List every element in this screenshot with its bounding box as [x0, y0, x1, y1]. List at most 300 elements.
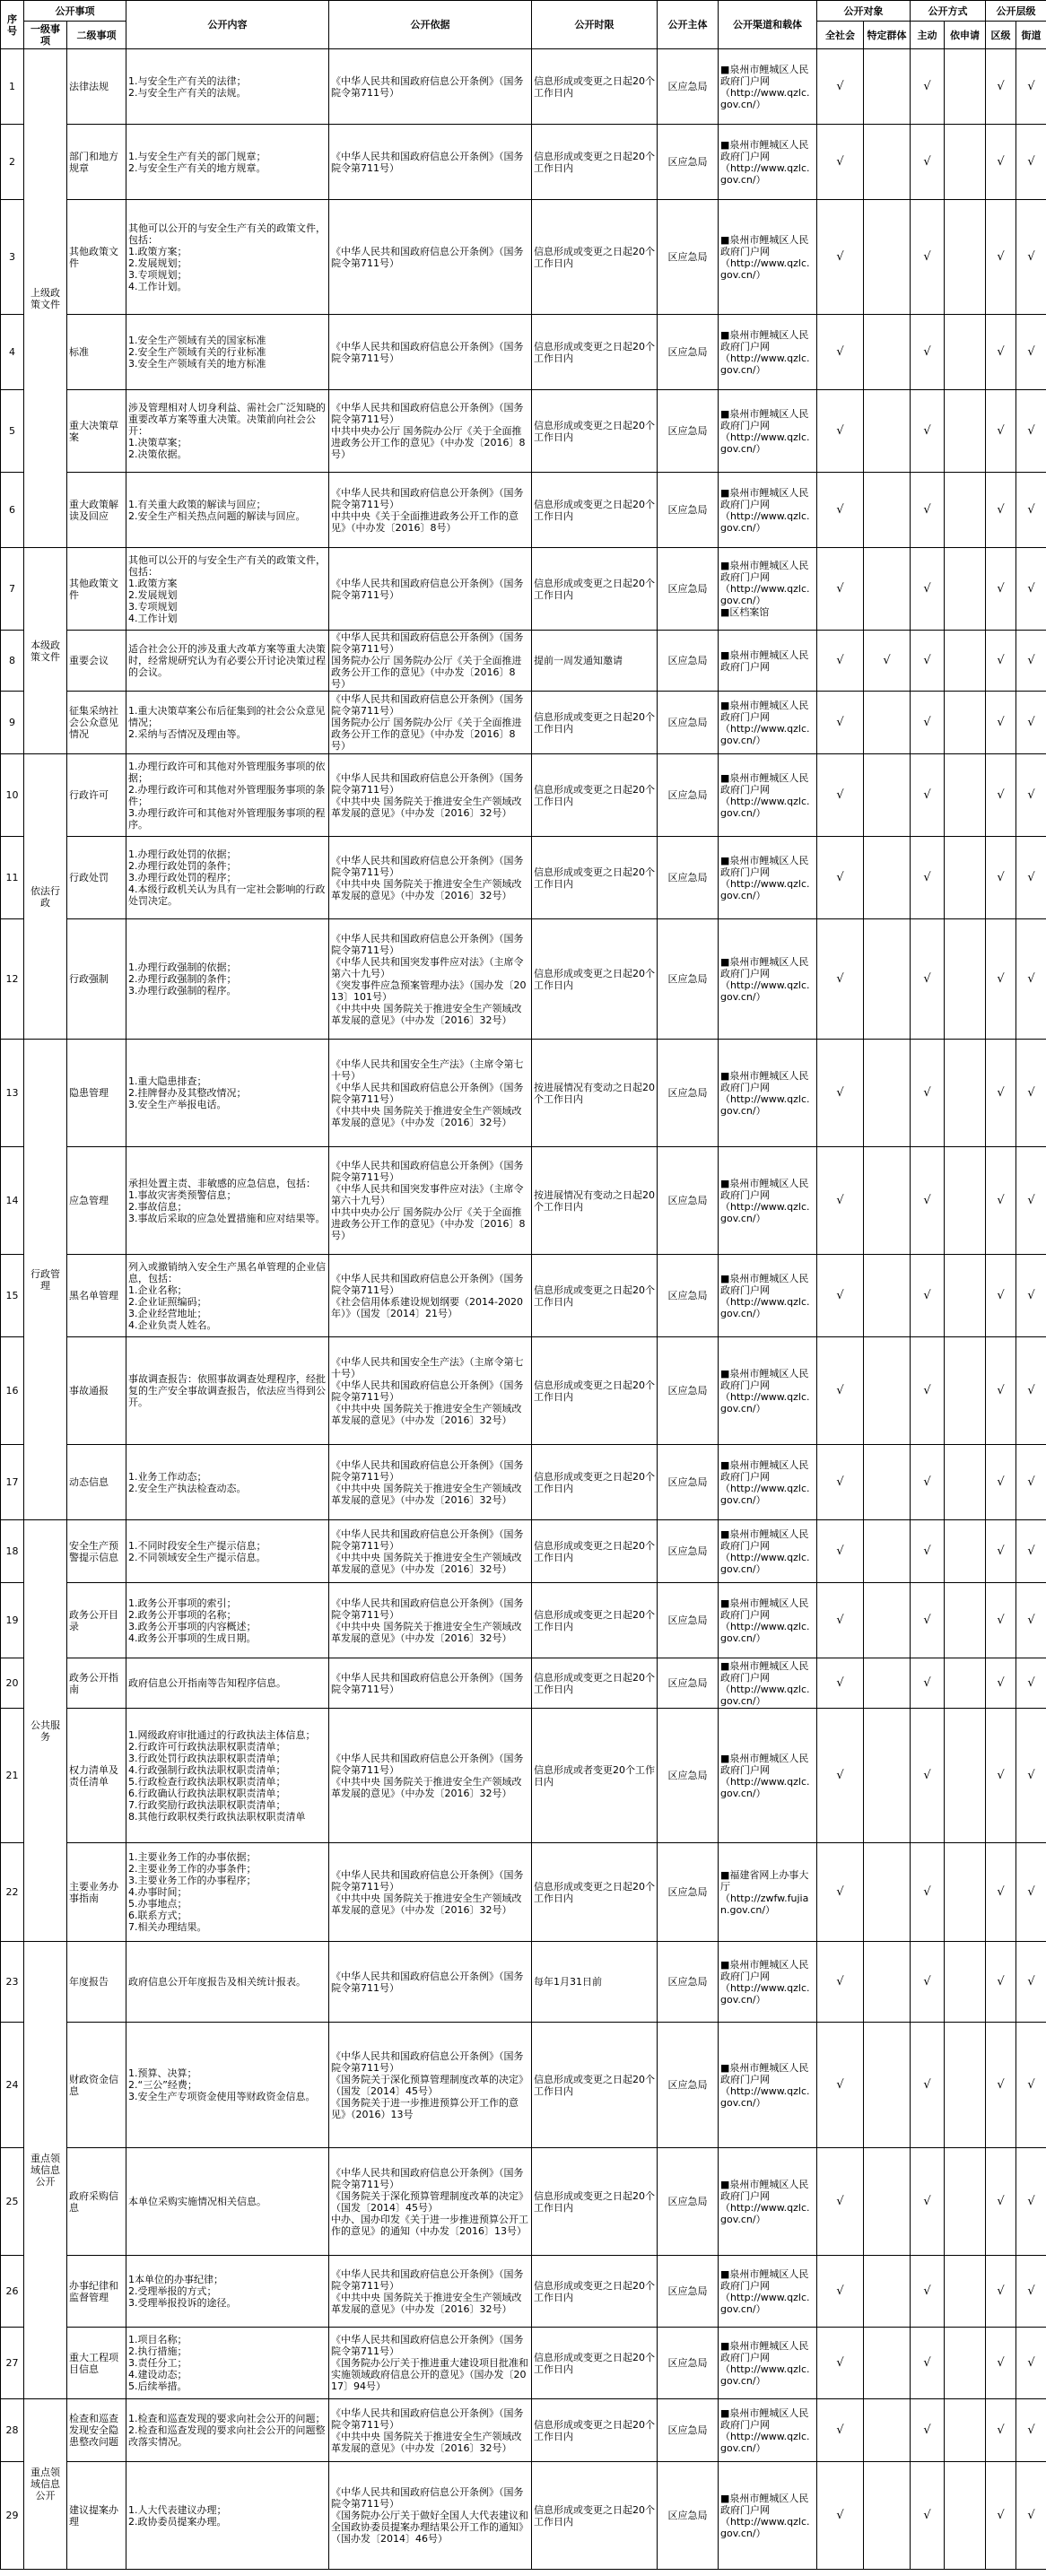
mark-street: √ — [1016, 1445, 1046, 1520]
mark-district: √ — [986, 1658, 1016, 1709]
row-number: 9 — [1, 692, 24, 754]
mark-street: √ — [1016, 1583, 1046, 1658]
disclosure-time: 信息形成或变更之日起20个工作日内 — [532, 390, 658, 473]
text-line: 1.决策草案； — [128, 437, 187, 448]
disclosure-subject: 区应急局 — [658, 2462, 719, 2570]
disclosure-time: 信息形成或变更之日起20个工作日内 — [532, 1583, 658, 1658]
table-row — [1, 1337, 1046, 1445]
disclosure-time: 信息形成或变更之日起20个工作日内 — [532, 1445, 658, 1520]
mark-district: √ — [986, 49, 1016, 125]
text-line: 《中共中央 国务院关于推进安全生产领域改革发展的意见》（中办发〔2016〕32号） — [331, 877, 522, 901]
mark-street: √ — [1016, 2399, 1046, 2462]
text-line: 1.人大代表建议办理； — [128, 2503, 227, 2516]
text-line: （http://zwfw.fujian.gov.cn/） — [720, 1892, 809, 1916]
header-level1: 一级事项 — [24, 22, 67, 49]
row-number: 5 — [1, 390, 24, 473]
table-row — [1, 315, 1046, 390]
disclosure-time: 信息形成或者变更20个工作日内 — [532, 1709, 658, 1843]
text-line: 1.不同时段安全生产提示信息； — [128, 1539, 266, 1552]
disclosure-subject: 区应急局 — [658, 548, 719, 631]
table-row — [1, 692, 1046, 754]
mark-street: √ — [1016, 1040, 1046, 1147]
mark-specific-group — [864, 837, 911, 919]
disclosure-basis — [329, 1040, 532, 1147]
disclosure-subject: 区应急局 — [658, 2328, 719, 2399]
text-line: 1.政策方案； — [128, 245, 187, 257]
text-line: 政府信息公开指南等告知程序信息。 — [128, 1677, 286, 1689]
disclosure-content — [126, 692, 329, 754]
disclosure-time: 信息形成或变更之日起20个工作日内 — [532, 754, 658, 837]
mark-on-request — [945, 2148, 986, 2256]
row-number: 17 — [1, 1445, 24, 1520]
mark-specific-group — [864, 473, 911, 548]
text-line: ■泉州市鲤城区人民政府门户网 — [720, 1367, 809, 1391]
text-line: 2.安全生产领域有关的行业标准 — [128, 346, 266, 358]
mark-district: √ — [986, 1040, 1016, 1147]
disclosure-time: 信息形成或变更之日起20个工作日内 — [532, 1255, 658, 1337]
category-level2: 年度报告 — [67, 1942, 126, 2023]
mark-district: √ — [986, 2328, 1016, 2399]
mark-district: √ — [986, 692, 1016, 754]
category-level1: 重点领域信息公开 — [24, 2399, 67, 2570]
text-line: 1.重大隐患排查； — [128, 1075, 207, 1087]
mark-district: √ — [986, 1583, 1016, 1658]
category-level2: 建议提案办理 — [67, 2462, 126, 2570]
mark-on-request — [945, 631, 986, 692]
text-line: 《社会信用体系建设规划纲要（2014-2020年）》（国发〔2014〕21号） — [331, 1295, 523, 1319]
disclosure-basis — [329, 1583, 532, 1658]
row-number: 26 — [1, 2256, 24, 2328]
category-level2: 行政处罚 — [67, 837, 126, 919]
text-line: ■泉州市鲤城区人民政府门户网 — [720, 63, 809, 87]
category-level2: 事故通报 — [67, 1337, 126, 1445]
text-line: 3.办理行政许可和其他对外管理服务事项的程序。 — [128, 806, 326, 831]
mark-specific-group — [864, 1709, 911, 1843]
text-line: 涉及管理相对人切身利益、需社会广泛知晓的重要改革方案等重大决策。决策前向社会公开： — [128, 402, 326, 437]
mark-active: √ — [911, 1583, 945, 1658]
table-row — [1, 49, 1046, 125]
row-number: 7 — [1, 548, 24, 631]
disclosure-content — [126, 1583, 329, 1658]
category-level2: 检查和巡查发现安全隐患整改问题 — [67, 2399, 126, 2462]
mark-active: √ — [911, 1520, 945, 1583]
row-number: 12 — [1, 919, 24, 1040]
mark-active: √ — [911, 2148, 945, 2256]
disclosure-basis — [329, 473, 532, 548]
text-line: 1.政策方案 — [128, 577, 178, 589]
table-row — [1, 2023, 1046, 2148]
mark-on-request — [945, 2023, 986, 2148]
text-line: 4.本级行政机关认为具有一定社会影响的行政处罚决定。 — [128, 883, 326, 907]
text-line: 《中华人民共和国突发事件应对法》（主席令第六十九号） — [331, 955, 524, 979]
text-line: ■泉州市鲤城区人民政府门户网 — [720, 1752, 809, 1776]
mark-street: √ — [1016, 200, 1046, 315]
text-line: ■泉州市鲤城区人民政府门户网 — [720, 2061, 809, 2085]
text-line: ■泉州市鲤城区人民政府门户网 — [720, 233, 809, 257]
disclosure-content — [126, 919, 329, 1040]
category-level2: 安全生产预警提示信息 — [67, 1520, 126, 1583]
text-line: 《中华人民共和国政府信息公开条例》（国务院令第711号） — [331, 1458, 524, 1483]
text-line: 事故调查报告：依照事故调查处理程序，经批复的生产安全事故调查报告，依法应当得到公开。 — [128, 1373, 326, 1408]
mark-active: √ — [911, 1337, 945, 1445]
mark-street: √ — [1016, 1255, 1046, 1337]
text-line: 《中华人民共和国政府信息公开条例》（国务院令第711号） — [331, 340, 524, 364]
text-line: （http://www.qzlc.gov.cn/） — [720, 2363, 810, 2387]
text-line: （http://www.qzlc.gov.cn/） — [720, 979, 810, 1003]
disclosure-subject: 区应急局 — [658, 692, 719, 754]
disclosure-subject: 区应急局 — [658, 1040, 719, 1147]
disclosure-subject: 区应急局 — [658, 1337, 719, 1445]
mark-all-society: √ — [817, 1255, 864, 1337]
mark-active: √ — [911, 692, 945, 754]
text-line: 《中华人民共和国政府信息公开条例》（国务院令第711号） — [331, 2334, 524, 2357]
mark-street: √ — [1016, 1337, 1046, 1445]
text-line: （http://www.qzlc.gov.cn/） — [720, 583, 810, 606]
text-line: 1.检查和巡查发现的要求向社会公开的问题； — [128, 2413, 326, 2424]
text-line: ■泉州市鲤城区人民政府门户网 — [720, 854, 809, 878]
text-line: 5.办事地点； — [128, 1898, 187, 1910]
text-line: 3.政务公开事项的内容概述； — [128, 1620, 257, 1632]
text-line: ■泉州市鲤城区人民政府门户网 — [720, 2339, 809, 2363]
text-line: 3.责任分工； — [128, 2357, 187, 2369]
disclosure-time: 信息形成或变更之日起20个工作日内 — [532, 315, 658, 390]
disclosure-basis — [329, 315, 532, 390]
category-level1: 依法行政 — [24, 754, 67, 1040]
header-mode: 公开方式 — [911, 1, 986, 22]
table-row — [1, 1942, 1046, 2023]
mark-specific-group — [864, 2399, 911, 2462]
disclosure-channel — [719, 2399, 817, 2462]
text-line: 7.行政奖励行政执法职权职责清单； — [128, 1798, 286, 1811]
text-line: 《中华人民共和国政府信息公开条例》（国务院令第711号） — [331, 2166, 524, 2190]
disclosure-content — [126, 2399, 329, 2462]
mark-district: √ — [986, 1445, 1016, 1520]
text-line: 2.与安全生产有关的地方规章。 — [128, 161, 266, 174]
mark-all-society: √ — [817, 1520, 864, 1583]
mark-street: √ — [1016, 2023, 1046, 2148]
text-line: 《国务院关于深化预算管理制度改革的决定》（国发〔2014〕45号） — [331, 2073, 528, 2097]
disclosure-content — [126, 631, 329, 692]
text-line: ■区档案馆 — [720, 606, 770, 618]
mark-specific-group — [864, 49, 911, 125]
mark-street: √ — [1016, 692, 1046, 754]
text-line: 2.安全生产执法检查动态。 — [128, 1482, 247, 1494]
disclosure-subject: 区应急局 — [658, 1255, 719, 1337]
text-line: 2.不同领域安全生产提示信息。 — [128, 1551, 266, 1563]
text-line: 《中华人民共和国政府信息公开条例》（国务院令第711号） — [331, 1868, 524, 1893]
table-row — [1, 2256, 1046, 2328]
mark-district: √ — [986, 1709, 1016, 1843]
text-line: 《中华人民共和国政府信息公开条例》（国务院令第711号） — [331, 854, 524, 878]
mark-all-society: √ — [817, 1658, 864, 1709]
mark-street: √ — [1016, 837, 1046, 919]
text-line: 《中华人民共和国政府信息公开条例》（国务院令第711号） — [331, 932, 524, 956]
mark-active: √ — [911, 2023, 945, 2148]
disclosure-content — [126, 1147, 329, 1255]
disclosure-subject: 区应急局 — [658, 1709, 719, 1843]
mark-all-society: √ — [817, 919, 864, 1040]
mark-specific-group — [864, 919, 911, 1040]
text-line: ■泉州市鲤城区人民政府门户网 — [720, 560, 809, 583]
text-line: 《中华人民共和国安全生产法》（主席令第七十号） — [331, 1057, 524, 1082]
mark-street: √ — [1016, 315, 1046, 390]
disclosure-subject: 区应急局 — [658, 315, 719, 390]
text-line: ■泉州市鲤城区人民政府门户网 — [720, 1597, 809, 1621]
mark-street: √ — [1016, 49, 1046, 125]
text-line: 1.网级政府审批通过的行政执法主体信息； — [128, 1728, 316, 1741]
disclosure-subject: 区应急局 — [658, 919, 719, 1040]
disclosure-channel — [719, 1520, 817, 1583]
mark-on-request — [945, 754, 986, 837]
text-line: 《中华人民共和国突发事件应对法》（主席令第六十九号） — [331, 1183, 524, 1206]
text-line: 《中华人民共和国政府信息公开条例》（国务院令第711号） — [331, 1160, 524, 1183]
text-line: 《中华人民共和国政府信息公开条例》（国务院令第711号） — [331, 486, 524, 510]
mark-on-request — [945, 919, 986, 1040]
mark-on-request — [945, 125, 986, 200]
disclosure-channel — [719, 125, 817, 200]
header-target: 公开对象 — [817, 1, 911, 22]
disclosure-subject: 区应急局 — [658, 1843, 719, 1942]
mark-specific-group — [864, 548, 911, 631]
mark-all-society: √ — [817, 200, 864, 315]
disclosure-basis — [329, 49, 532, 125]
text-line: （http://www.qzlc.gov.cn/） — [720, 257, 810, 281]
text-line: 2.办理行政强制的条件； — [128, 973, 237, 985]
text-line: ■泉州市鲤城区人民政府门户网 — [720, 2178, 809, 2202]
category-level1: 公共服务 — [24, 1520, 67, 1942]
header-basis: 公开依据 — [329, 1, 532, 49]
text-line: （http://www.qzlc.gov.cn/） — [720, 877, 810, 901]
table-row — [1, 1255, 1046, 1337]
row-number: 6 — [1, 473, 24, 548]
text-line: 4.办事时间； — [128, 1886, 187, 1898]
disclosure-basis — [329, 390, 532, 473]
disclosure-time: 信息形成或变更之日起20个工作日内 — [532, 1337, 658, 1445]
text-line: 4.行政强制行政执法职权职责清单； — [128, 1763, 286, 1776]
disclosure-content — [126, 1709, 329, 1843]
disclosure-channel — [719, 390, 817, 473]
text-line: 《中华人民共和国政府信息公开条例》（国务院令第711号） — [331, 1379, 524, 1403]
mark-on-request — [945, 837, 986, 919]
disclosure-content — [126, 49, 329, 125]
category-level2: 行政许可 — [67, 754, 126, 837]
mark-on-request — [945, 2256, 986, 2328]
text-line: 6.行政确认行政执法职权职责清单； — [128, 1787, 286, 1799]
disclosure-subject: 区应急局 — [658, 1445, 719, 1520]
row-number: 19 — [1, 1583, 24, 1658]
disclosure-time: 信息形成或变更之日起20个工作日内 — [532, 200, 658, 315]
disclosure-subject: 区应急局 — [658, 1942, 719, 2023]
text-line: 6.联系方式； — [128, 1910, 187, 1921]
category-level2: 重大决策草案 — [67, 390, 126, 473]
mark-on-request — [945, 1147, 986, 1255]
text-line: 3.行政处罚行政执法职权职责清单； — [128, 1752, 286, 1764]
disclosure-channel — [719, 754, 817, 837]
header-target-all: 全社会 — [817, 22, 864, 49]
text-line: 《中华人民共和国安全生产法》（主席令第七十号） — [331, 1355, 524, 1379]
text-line: ■泉州市鲤城区人民政府门户网 — [720, 407, 809, 431]
text-line: ■泉州市鲤城区人民政府门户网 — [720, 328, 809, 352]
disclosure-subject: 区应急局 — [658, 2023, 719, 2148]
disclosure-channel — [719, 2462, 817, 2570]
category-level2: 应急管理 — [67, 1147, 126, 1255]
category-level1: 本级政策文件 — [24, 548, 67, 754]
text-line: ■泉州市鲤城区人民政府门户网 — [720, 771, 809, 796]
table-row — [1, 2148, 1046, 2256]
text-line: 《中华人民共和国政府信息公开条例》（国务院令第711号） — [331, 1597, 524, 1621]
text-line: 1.与安全生产有关的法律； — [128, 74, 247, 87]
mark-all-society: √ — [817, 473, 864, 548]
row-number: 2 — [1, 125, 24, 200]
disclosure-time: 按进展情况有变动之日起20个工作日内 — [532, 1147, 658, 1255]
mark-street: √ — [1016, 919, 1046, 1040]
disclosure-content — [126, 2328, 329, 2399]
text-line: 4.建设动态； — [128, 2369, 187, 2380]
mark-district: √ — [986, 631, 1016, 692]
disclosure-subject: 区应急局 — [658, 473, 719, 548]
text-line: 2.受理举报的方式； — [128, 2285, 217, 2297]
disclosure-time: 信息形成或变更之日起20个工作日内 — [532, 2148, 658, 2256]
mark-street: √ — [1016, 1658, 1046, 1709]
disclosure-basis — [329, 837, 532, 919]
disclosure-basis — [329, 1658, 532, 1709]
mark-active: √ — [911, 1255, 945, 1337]
text-line: 《中共中央 国务院关于推进安全生产领域改革发展的意见》（中办发〔2016〕32号） — [331, 2430, 522, 2454]
mark-active: √ — [911, 1709, 945, 1843]
mark-district: √ — [986, 837, 1016, 919]
row-number: 3 — [1, 200, 24, 315]
disclosure-time: 信息形成或变更之日起20个工作日内 — [532, 473, 658, 548]
mark-street: √ — [1016, 1520, 1046, 1583]
disclosure-channel — [719, 1843, 817, 1942]
disclosure-channel — [719, 1709, 817, 1843]
disclosure-subject: 区应急局 — [658, 1520, 719, 1583]
disclosure-time: 信息形成或变更之日起20个工作日内 — [532, 125, 658, 200]
disclosure-basis — [329, 2023, 532, 2148]
disclosure-basis — [329, 200, 532, 315]
disclosure-basis — [329, 754, 532, 837]
disclosure-basis — [329, 2399, 532, 2462]
mark-district: √ — [986, 2399, 1016, 2462]
row-number: 10 — [1, 754, 24, 837]
disclosure-basis — [329, 2256, 532, 2328]
text-line: ■泉州市鲤城区人民政府门户网 — [720, 699, 809, 723]
mark-specific-group — [864, 1658, 911, 1709]
text-line: 《国务院办公厅关于推进重大建设项目批准和实施领域政府信息公开的意见》（国办发〔2017〕94号） — [331, 2357, 528, 2392]
mark-active: √ — [911, 2399, 945, 2462]
text-line: 《中共中央 国务院关于推进安全生产领域改革发展的意见》（中办发〔2016〕32号） — [331, 1551, 522, 1575]
mark-district: √ — [986, 548, 1016, 631]
text-line: （http://www.qzlc.gov.cn/） — [720, 431, 810, 455]
table-row — [1, 2462, 1046, 2570]
mark-district: √ — [986, 390, 1016, 473]
text-line: 承担处置主责、非敏感的应急信息，包括： — [128, 1177, 316, 1189]
mark-specific-group — [864, 1337, 911, 1445]
text-line: 2.采纳与否情况及理由等。 — [128, 728, 247, 740]
text-line: 2.安全生产相关热点问题的解读与回应。 — [128, 509, 306, 522]
text-line: 《中华人民共和国政府信息公开条例》（国务院令第711号） — [331, 2486, 524, 2510]
text-line: （http://www.qzlc.gov.cn/） — [720, 2515, 810, 2539]
disclosure-content — [126, 473, 329, 548]
text-line: 适合社会公开的涉及重大改革方案等重大决策时，经常规研究认为有必要公开讨论决策过程的会议。 — [128, 643, 326, 678]
table-row — [1, 548, 1046, 631]
text-line: 2.执行措施； — [128, 2345, 187, 2357]
row-number: 15 — [1, 1255, 24, 1337]
text-line: 1本单位的办事纪律； — [128, 2274, 223, 2285]
mark-active: √ — [911, 2256, 945, 2328]
mark-district: √ — [986, 2462, 1016, 2570]
text-line: 其他可以公开的与安全生产有关的政策文件，包括： — [128, 553, 326, 578]
row-number: 13 — [1, 1040, 24, 1147]
mark-all-society: √ — [817, 49, 864, 125]
disclosure-basis — [329, 2462, 532, 2570]
mark-street: √ — [1016, 2328, 1046, 2399]
mark-specific-group — [864, 1445, 911, 1520]
category-level1: 重点领域信息公开 — [24, 1942, 67, 2399]
text-line: 3.企业经营地址； — [128, 1307, 207, 1319]
mark-street: √ — [1016, 631, 1046, 692]
text-line: （http://www.qzlc.gov.cn/） — [720, 2430, 810, 2454]
disclosure-channel — [719, 1445, 817, 1520]
mark-active: √ — [911, 390, 945, 473]
category-level1: 行政管理 — [24, 1040, 67, 1520]
text-line: 《中华人民共和国政府信息公开条例》（国务院令第711号） — [331, 2049, 524, 2074]
text-line: 2.检查和巡查发现的要求向社会公开的问题整改落实情况。 — [128, 2424, 326, 2448]
text-line: 2.决策依据。 — [128, 448, 187, 460]
mark-all-society: √ — [817, 2148, 864, 2256]
disclosure-subject: 区应急局 — [658, 837, 719, 919]
table-row — [1, 1583, 1046, 1658]
text-line: 3.专项规划 — [128, 600, 178, 613]
header-level-street: 街道 — [1016, 22, 1046, 49]
category-level2: 财政资金信息 — [67, 2023, 126, 2148]
disclosure-time: 每年1月31日前 — [532, 1942, 658, 2023]
mark-active: √ — [911, 1658, 945, 1709]
text-line: ■泉州市鲤城区人民政府门户网 — [720, 1069, 809, 1093]
mark-active: √ — [911, 200, 945, 315]
mark-all-society: √ — [817, 754, 864, 837]
mark-district: √ — [986, 1255, 1016, 1337]
mark-on-request — [945, 200, 986, 315]
text-line: 《中华人民共和国政府信息公开条例》（国务院令第711号） — [331, 771, 524, 796]
disclosure-subject: 区应急局 — [658, 2399, 719, 2462]
mark-on-request — [945, 1520, 986, 1583]
text-line: 政府信息公开年度报告及相关统计报表。 — [128, 1976, 306, 1988]
mark-district: √ — [986, 200, 1016, 315]
text-line: 中共中央办公厅 国务院办公厅《关于全面推进政务公开工作的意见》（中办发〔2016〕8号） — [331, 425, 526, 460]
text-line: 本单位采购实施情况相关信息。 — [128, 2196, 266, 2207]
category-level2: 办事纪律和监督管理 — [67, 2256, 126, 2328]
disclosure-time: 信息形成或变更之日起20个工作日内 — [532, 837, 658, 919]
text-line: ■泉州市鲤城区人民政府门户网 — [720, 1659, 809, 1684]
mark-street: √ — [1016, 2256, 1046, 2328]
disclosure-content — [126, 315, 329, 390]
mark-specific-group — [864, 2462, 911, 2570]
mark-all-society: √ — [817, 548, 864, 631]
disclosure-time: 提前一周发通知邀请 — [532, 631, 658, 692]
text-line: 《中华人民共和国政府信息公开条例》（国务院令第711号） — [331, 1272, 524, 1296]
text-line: ■泉州市鲤城区人民政府门户网 — [720, 1527, 809, 1552]
text-line: 2.办理行政许可和其他对外管理服务事项的条件； — [128, 783, 326, 807]
header-mode-request: 依申请 — [945, 22, 986, 49]
disclosure-channel — [719, 2023, 817, 2148]
text-line: ■福建省网上办事大厅 — [720, 1868, 809, 1893]
category-level2: 行政强制 — [67, 919, 126, 1040]
text-line: 1.企业名称； — [128, 1284, 187, 1296]
row-number: 28 — [1, 2399, 24, 2462]
category-level2: 动态信息 — [67, 1445, 126, 1520]
disclosure-channel — [719, 692, 817, 754]
